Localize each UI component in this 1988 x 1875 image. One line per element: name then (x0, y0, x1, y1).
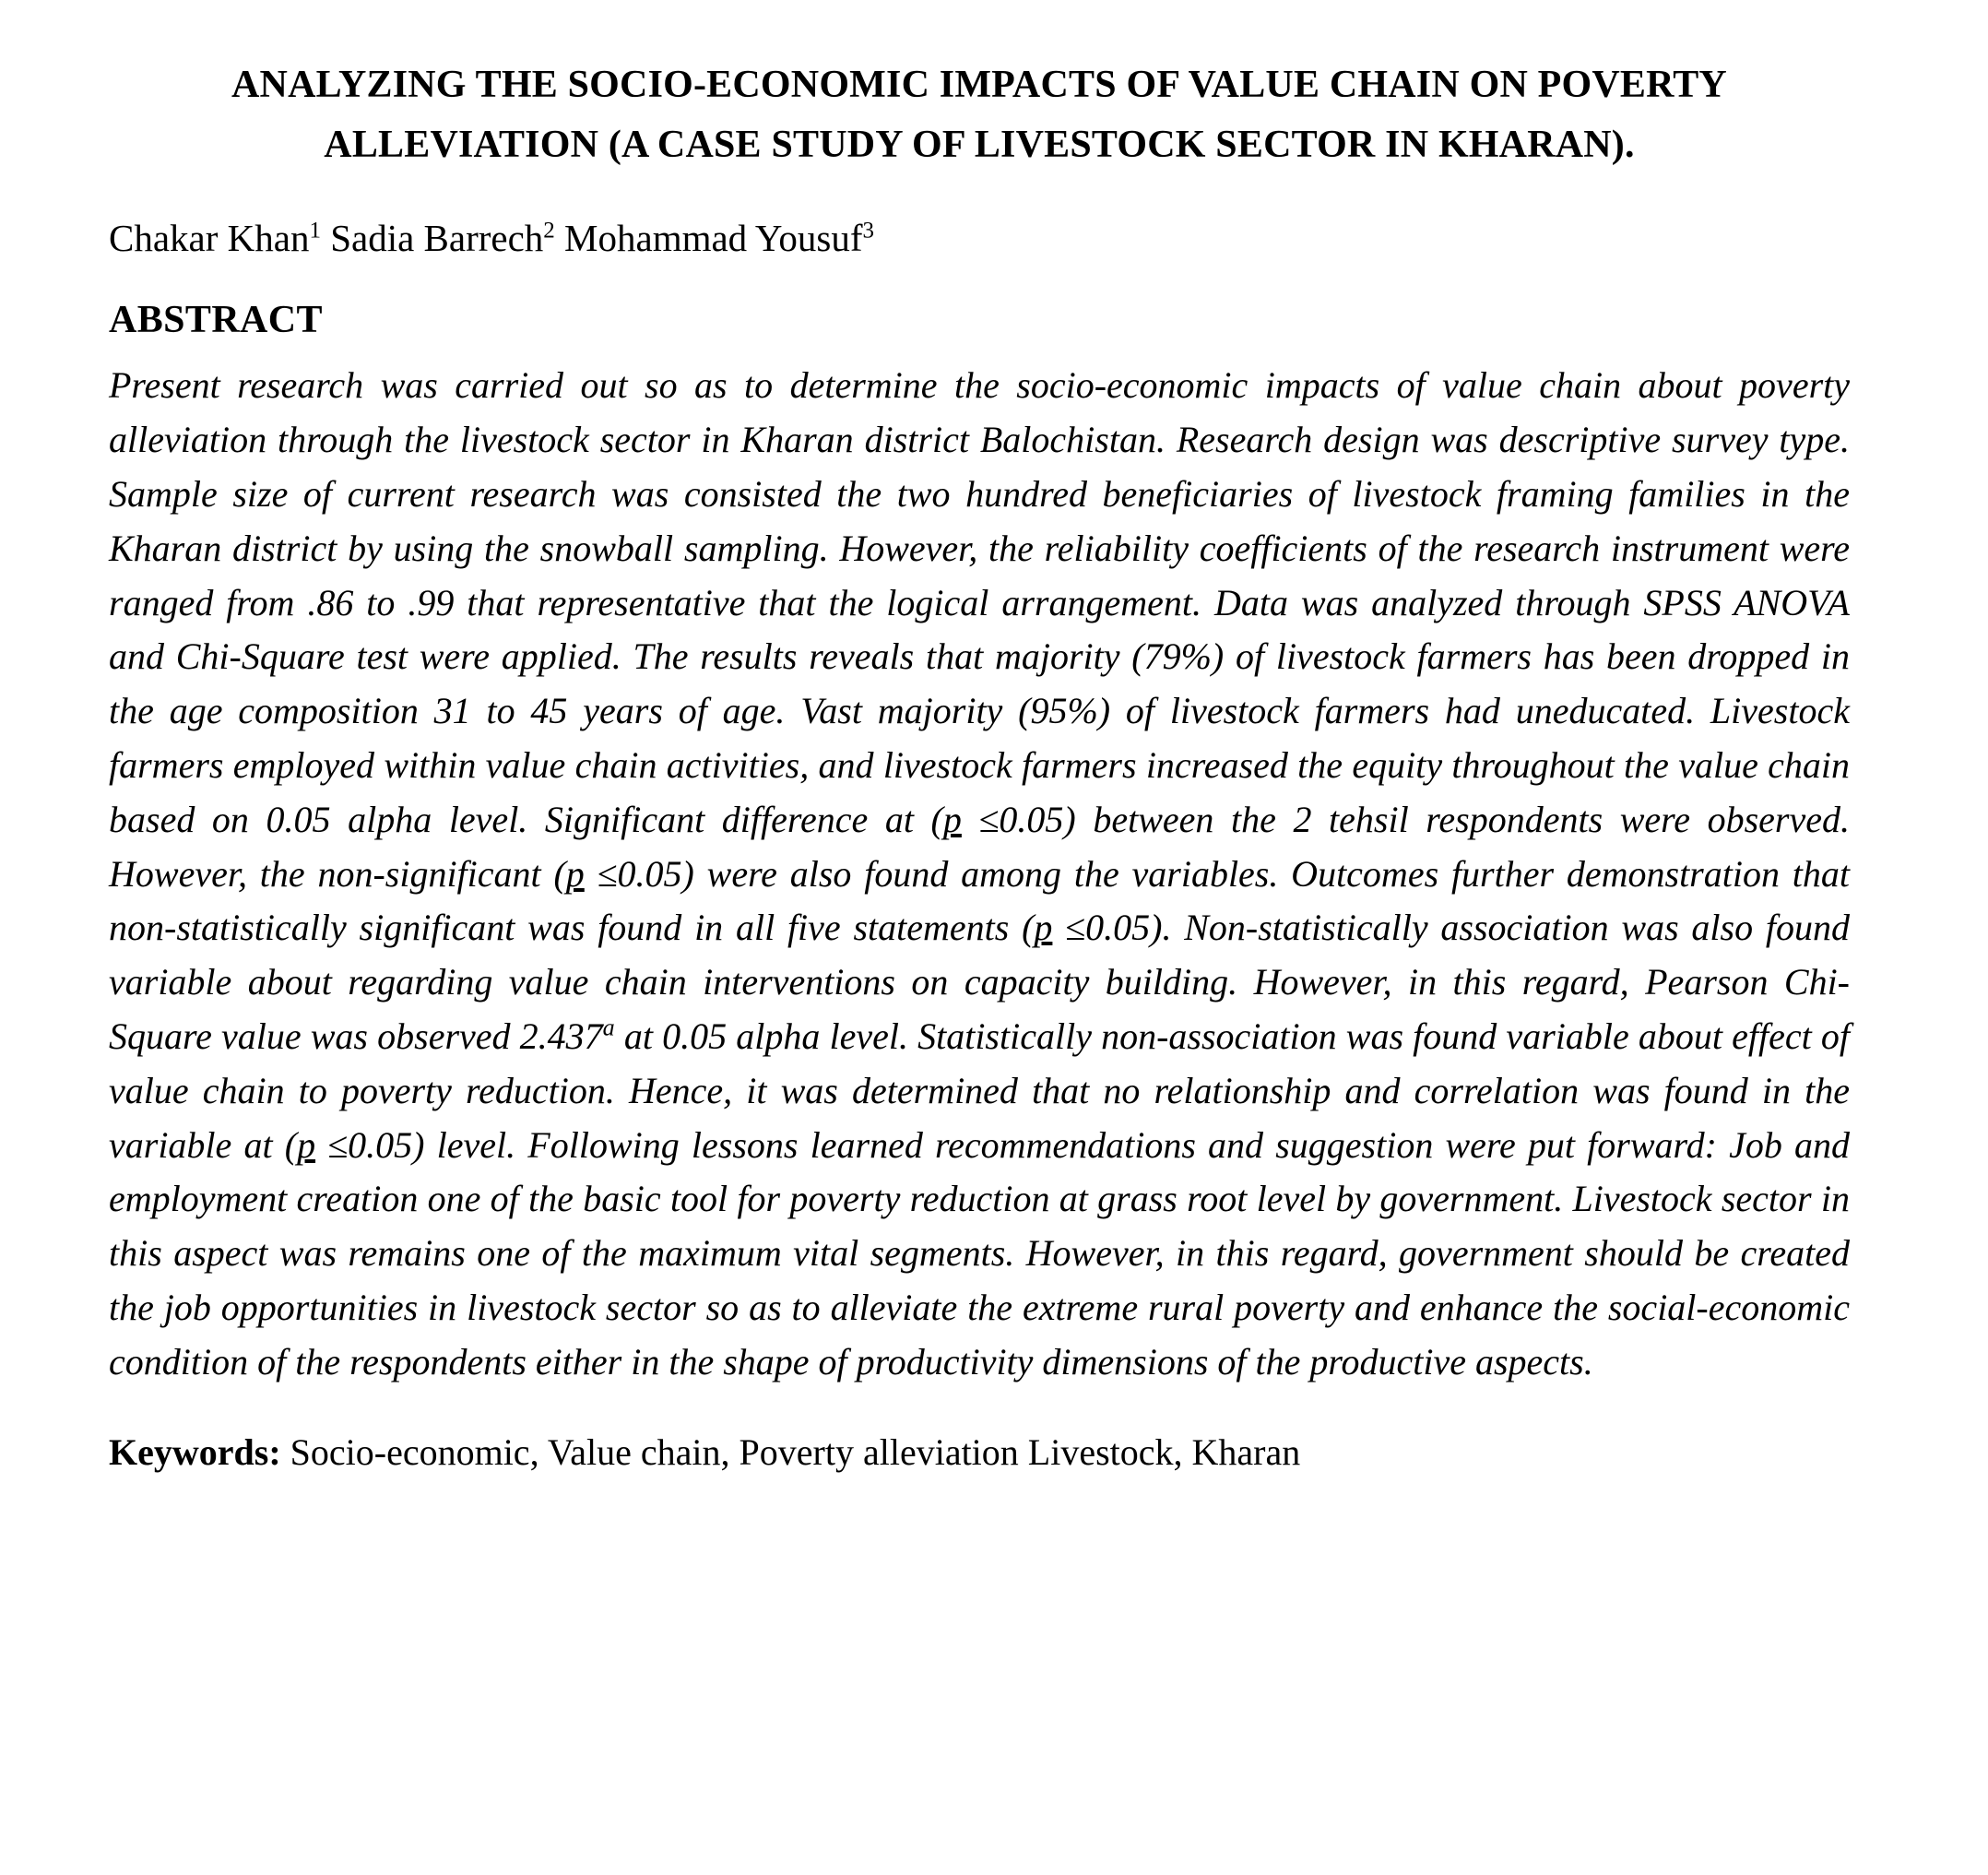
author-affiliation-marker: 3 (862, 218, 875, 243)
abstract-heading: ABSTRACT (109, 299, 323, 342)
keywords-value: Socio-economic, Value chain, Poverty alleviation Livestock, Kharan (290, 1430, 1301, 1473)
keywords-line (109, 1427, 1850, 1478)
author-name: Sadia Barrech (330, 217, 544, 260)
title-line-1: ANALYZING THE SOCIO-ECONOMIC IMPACTS OF VALUE CHAIN ON POVERTY (231, 64, 1727, 106)
p-value-symbol: p (297, 1123, 316, 1166)
abstract-text: Present research was carried out so as to determine the socio-economic impacts of value chain about poverty alleviation through the livestock sector in Kharan district Balochistan. Research design was descriptive survey type. Sample size of current research was consisted the two hundred beneficiaries of livestock framing families in the Kharan district by using the snowball sampling. However, the reliability coefficients of the research instrument were ranged from .86 to .99 that representative that the logical arrangement. Data was analyzed through SPSS ANOVA and Chi-Square test were applied. The results reveals that majority (79%) of livestock farmers has been dropped in the age composition 31 to 45 years of age. Vast majority (95%) of livestock farmers had uneducated. Livestock farmers employed within value chain activities, and livestock farmers increased the equity throughout the value chain based on 0.05 alpha level. Significant difference at (p ≤0.05) between the 2 tehsil respondents were observed. However, the non-significant (p ≤0.05) were also found among the variables. Outcomes further demonstration that non-statistically significant was found in all five statements (p ≤0.05). Non-statistically association was also found variable about regarding value chain interventions on capacity building. However, in this regard, Pearson Chi-Square value was observed 2.437$^a$ at 0.05 alpha level. Statistically non-association was found variable about effect of value chain to poverty reduction. Hence, it was determined that no relationship and correlation was found in the variable at (p ≤0.05) level. Following lessons learned recommendations and suggestion were put forward: Job and employment creation one of the basic tool for poverty reduction at grass root level by government. Livestock sector in this aspect was remains one of the maximum vital segments. However, in this regard, government should be created the job opportunities in livestock sector so as to alleviate the extreme rural poverty and enhance the social-economic condition of the respondents either in the shape of productivity dimensions of the productive aspects. (109, 364, 1851, 1383)
author-name: Chakar Khan (109, 217, 310, 260)
author-list (109, 214, 1850, 263)
p-value-symbol: p (565, 852, 585, 895)
superscript-marker: a (602, 1014, 615, 1041)
author-name: Mohammad Yousuf (564, 217, 863, 260)
author-affiliation-marker: 1 (309, 218, 321, 243)
p-value-symbol: p (942, 798, 962, 840)
keywords-label: Keywords: (109, 1430, 281, 1473)
p-value-symbol: p (1034, 907, 1053, 949)
title-line-2: ALLEVIATION (A CASE STUDY OF LIVESTOCK SECTOR IN KHARAN). (324, 124, 1635, 167)
author-affiliation-marker: 2 (543, 218, 555, 243)
page-title (109, 55, 1850, 175)
